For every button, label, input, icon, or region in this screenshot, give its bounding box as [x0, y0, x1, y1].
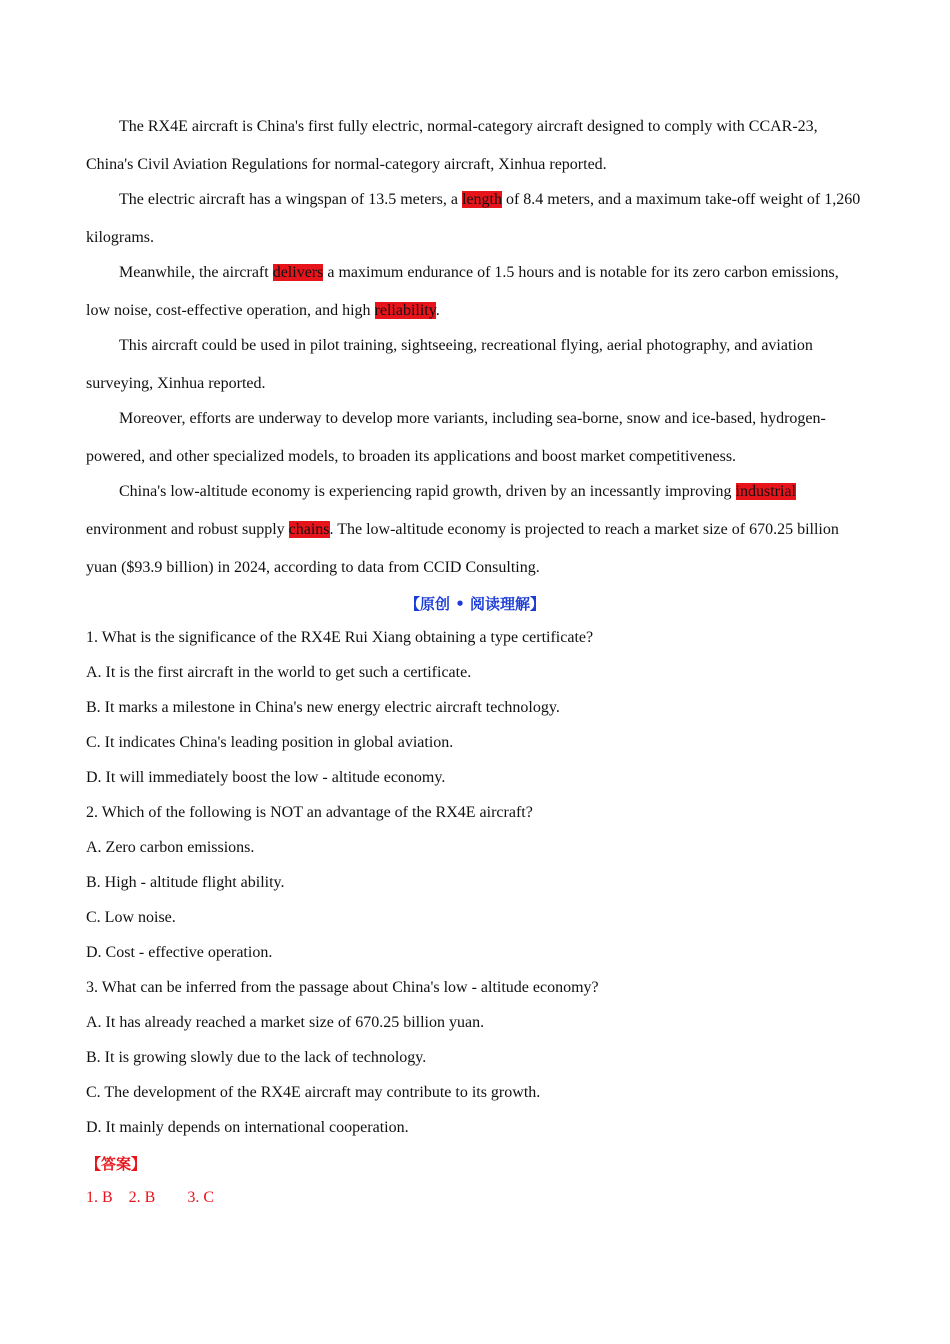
question-2-stem: 2. Which of the following is NOT an advantage of the RX4E aircraft?: [86, 804, 533, 821]
highlighted-word-reliability: reliability: [374, 302, 436, 319]
highlighted-word-length: length: [461, 191, 502, 208]
question-3-option-b: B. It is growing slowly due to the lack of technology.: [86, 1049, 427, 1066]
answer-label: 【答案】: [86, 1155, 147, 1173]
highlighted-word-delivers: delivers: [272, 264, 324, 281]
passage-paragraph-2: [86, 181, 864, 257]
question-2-option-c: C. Low noise.: [86, 909, 176, 926]
question-3-option-a: A. It has already reached a market size of 670.25 billion yuan.: [86, 1014, 485, 1031]
question-3-stem: 3. What can be inferred from the passage about China's low - altitude economy?: [86, 979, 599, 996]
passage-paragraph-3: [86, 254, 864, 330]
passage-paragraph-1: [86, 108, 864, 184]
passage-paragraph-6: [86, 473, 864, 587]
highlighted-word-chains: chains: [288, 521, 330, 538]
question-2-option-b: B. High - altitude flight ability.: [86, 874, 285, 891]
paragraph-4-text: This aircraft could be used in pilot training, sightseeing, recreational flying, aerial photography, and aviation surveying, Xinhua reported.: [86, 337, 813, 392]
question-1-option-b: B. It marks a milestone in China's new energy electric aircraft technology.: [86, 699, 560, 716]
section-title: 【原创 • 阅读理解】: [404, 595, 546, 613]
question-2-option-d: D. Cost - effective operation.: [86, 944, 273, 961]
paragraph-2-text-a: The electric aircraft has a wingspan of 13.5 meters, a: [119, 191, 462, 208]
question-3-option-d: D. It mainly depends on international cooperation.: [86, 1119, 409, 1136]
question-2-option-a: A. Zero carbon emissions.: [86, 839, 255, 856]
paragraph-6-text-a: China's low-altitude economy is experiencing rapid growth, driven by an incessantly improving: [119, 483, 736, 500]
question-1-stem: 1. What is the significance of the RX4E Rui Xiang obtaining a type certificate?: [86, 629, 594, 646]
paragraph-3-text-c: .: [435, 302, 440, 319]
question-1-option-a: A. It is the first aircraft in the world to get such a certificate.: [86, 664, 472, 681]
answer-key: 1. B 2. B 3. C: [86, 1189, 215, 1206]
question-1-option-c: C. It indicates China's leading position in global aviation.: [86, 734, 454, 751]
question-1-option-d: D. It will immediately boost the low - altitude economy.: [86, 769, 446, 786]
passage-paragraph-5: [86, 400, 864, 476]
paragraph-3-text-b: a maximum endurance of 1.5 hours and is notable for its zero carbon emissions, low noise, cost-effective operation, and high: [86, 264, 839, 319]
paragraph-6-text-c: . The low-altitude economy is projected to reach a market size of 670.25 billion yuan ($93.9 billion) in 2024, according to data from CCID Consulting.: [86, 521, 839, 576]
question-3-option-c: C. The development of the RX4E aircraft may contribute to its growth.: [86, 1084, 541, 1101]
passage-paragraph-4: [86, 327, 864, 403]
paragraph-3-text-a: Meanwhile, the aircraft: [119, 264, 273, 281]
paragraph-1-text: The RX4E aircraft is China's first fully electric, normal-category aircraft designed to comply with CCAR-23, China's Civil Aviation Regulations for normal-category aircraft, Xinhua reported.: [86, 118, 818, 173]
paragraph-6-text-b: environment and robust supply: [86, 521, 289, 538]
highlighted-word-industrial: industrial: [735, 483, 796, 500]
paragraph-2-text-b: of 8.4 meters, and a maximum take-off weight of 1,260 kilograms.: [86, 191, 861, 246]
paragraph-5-text: Moreover, efforts are underway to develop more variants, including sea-borne, snow and ice-based, hydrogen-powered, and other specialized models, to broaden its applications and boost market competitiveness.: [86, 410, 826, 465]
